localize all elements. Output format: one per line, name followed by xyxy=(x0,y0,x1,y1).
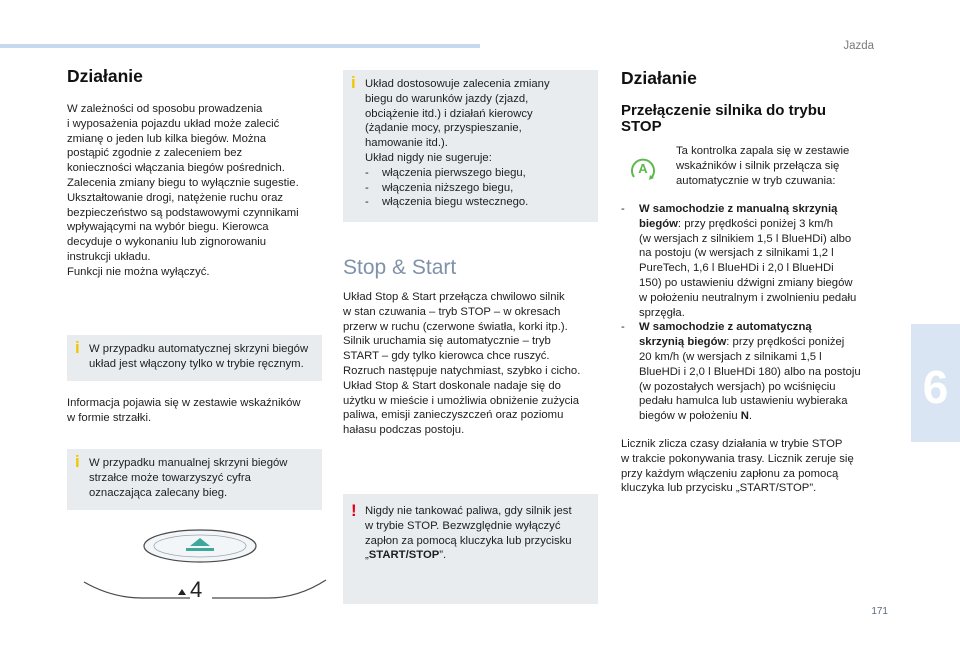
text-line: Ta kontrolka zapala się w zestawie xyxy=(676,145,850,157)
list-item: - włączenia niższego biegu, xyxy=(365,181,592,196)
text-line: START – gdy tylko kierowca chce ruszyć. xyxy=(343,350,550,363)
left-info xyxy=(67,396,332,426)
list-item: - włączenia pierwszego biegu, xyxy=(365,166,592,181)
info-icon: i xyxy=(351,73,356,92)
manual-bold: biegów xyxy=(639,217,678,230)
neutral-position: N xyxy=(740,410,749,423)
text-line: hałasu podczas postoju. xyxy=(343,424,465,437)
text-line: paliwa, emisji zanieczyszczeń oraz poziomu xyxy=(343,409,564,422)
manual-bold: W samochodzie z manualną skrzynią xyxy=(639,203,838,215)
text-line: : przy prędkości poniżej xyxy=(726,336,845,349)
warning-icon: ! xyxy=(351,501,357,520)
auto-bold: skrzynią biegów xyxy=(639,336,727,349)
text-line: W przypadku automatycznej skrzyni biegów xyxy=(89,343,309,355)
info-icon: i xyxy=(75,452,80,471)
text-line: sprzęgła. xyxy=(639,306,685,319)
text-line: użytku w mieście i umożliwia obniżenie zużycia xyxy=(343,394,580,407)
note-box-suggestions xyxy=(343,70,598,222)
stop-start-title: Stop & Start xyxy=(343,256,457,279)
text-line: konieczności włączania biegów pośrednich. xyxy=(67,162,285,175)
text-line: 20 km/h (w wersjach z silnikami 1,5 l xyxy=(639,350,822,363)
chapter-number: 6 xyxy=(922,361,949,413)
left-intro xyxy=(67,102,332,280)
text-line xyxy=(365,548,592,563)
text-line: automatycznie w tryb czuwania: xyxy=(676,174,836,187)
text-line: w położeniu neutralnym i zwolnieniu pedału xyxy=(639,291,857,304)
text-line: w stan czuwania – tryb STOP – w okresach xyxy=(343,305,561,318)
note-box-manual xyxy=(67,449,322,510)
text-line: Licznik zlicza czasy działania w trybie STOP xyxy=(621,438,843,450)
stop-start-body xyxy=(343,290,608,438)
right-subheading xyxy=(621,103,891,135)
note-box-auto xyxy=(67,335,322,381)
text-line: w trakcie pokonywania trasy. Licznik zeruje się xyxy=(621,452,854,465)
text-line: (w wersjach z silnikiem 1,5 l BlueHDi) albo xyxy=(639,232,852,245)
text-line: zmianę o jeden lub kilka biegów. Można xyxy=(67,132,267,145)
text-line: wpływającymi na wybór biegu. Kierowca xyxy=(67,221,269,234)
text-line: Układ dostosowuje zalecenia zmiany xyxy=(365,78,550,90)
text-line: pedału hamulca lub ustawieniu wybieraka xyxy=(639,395,848,408)
text-line: instrukcji układu. xyxy=(67,250,151,263)
text-line: W zależności od sposobu prowadzenia xyxy=(67,103,263,115)
text-line: STOP xyxy=(621,118,662,135)
text-line: decyduje o wykonaniu lub zignorowaniu xyxy=(67,236,267,249)
auto-bold: W samochodzie z automatyczną xyxy=(639,321,812,334)
text-line: Ukształtowanie drogi, natężenie ruchu oraz xyxy=(67,191,284,204)
text-line: Układ Stop & Start doskonale nadaje się do xyxy=(343,379,561,392)
text-line: kluczyka lub przycisku „START/STOP”. xyxy=(621,482,817,495)
text-line: Funkcji nie można wyłączyć. xyxy=(67,265,210,278)
chapter-tab xyxy=(911,324,960,442)
lamp-description xyxy=(676,144,891,188)
text-line: Informacja pojawia się w zestawie wskaźników xyxy=(67,397,301,409)
left-heading: Działanie xyxy=(67,66,143,86)
stop-start-lamp-icon xyxy=(628,153,658,183)
right-column xyxy=(621,68,891,135)
text-line: hamowanie itd.). xyxy=(365,137,448,150)
header-bar xyxy=(0,44,480,48)
section-label: Jazda xyxy=(843,40,874,52)
text-line: Zalecenia zmiany biegu to wyłącznie sugestie. xyxy=(67,176,299,189)
text-line: BlueHDi i 2,0 l BlueHDi 180) albo na postoju xyxy=(639,365,861,378)
text-line: biegów w położeniu xyxy=(639,410,741,423)
text-line: strzałce może towarzyszyć cyfra xyxy=(89,471,251,484)
text-line: przerw w ruchu (czerwone światła, korki itp.). xyxy=(343,320,568,333)
text-line: W przypadku manualnej skrzyni biegów xyxy=(89,457,288,469)
text-line: bezpieczeństwo są podstawowymi czynnikami xyxy=(67,206,299,219)
text-line: układ jest włączony tylko w trybie ręcznym. xyxy=(89,357,304,370)
text-line: (żądanie mocy, przyspieszanie, xyxy=(365,122,522,135)
text-line: Układ nigdy nie sugeruje: xyxy=(365,151,492,164)
text-line: Układ Stop & Start przełącza chwilowo silnik xyxy=(343,291,565,303)
text-line: : przy prędkości poniżej 3 km/h xyxy=(677,217,834,230)
text-line: na postoju (w wersjach z silnikami 1,2 l xyxy=(639,247,834,260)
page-number: 171 xyxy=(871,606,888,617)
text-line: obciążenie itd.) i działań kierowcy xyxy=(365,107,533,120)
text-line: i wyposażenia pojazdu układ może zalecić xyxy=(67,117,280,130)
lamp-letter: A xyxy=(638,161,648,176)
no-suggest-list xyxy=(365,166,592,210)
quote-open: „ xyxy=(365,549,369,562)
quote-close: ”. xyxy=(439,549,447,562)
list-item: - włączenia biegu wstecznego. xyxy=(365,195,592,210)
counter-paragraph xyxy=(621,437,891,496)
text-line: Rozruch następuje natychmiast, szybko i cicho. xyxy=(343,364,581,377)
text-line: . xyxy=(748,410,753,423)
list-item-manual xyxy=(621,202,891,320)
text-line: (w pozostałych wersjach) po wciśnięciu xyxy=(639,380,836,393)
right-heading: Działanie xyxy=(621,68,697,88)
info-icon: i xyxy=(75,338,80,357)
text-line: oznaczająca zalecany bieg. xyxy=(89,486,228,499)
text-line: PureTech, 1,6 l BlueHDi i 2,0 l BlueHDi xyxy=(639,262,834,275)
text-line: przy każdym włączeniu zapłonu za pomocą xyxy=(621,467,839,480)
text-line: postąpić zgodnie z zaleceniem bez xyxy=(67,147,243,160)
mode-list xyxy=(621,202,891,424)
text-line: biegu do warunków jazdy (zjazd, xyxy=(365,92,529,105)
text-line: Silnik uruchamia się automatycznie – tryb xyxy=(343,335,551,348)
text-line: w trybie STOP. Bezwzględnie wyłączyć xyxy=(365,519,561,532)
instrument-cluster-illustration xyxy=(82,520,330,600)
cluster-gear-digit: 4 xyxy=(190,577,203,600)
text-line: wskaźników i silnik przełącza się xyxy=(676,159,840,172)
start-stop-label: START/STOP xyxy=(368,549,440,562)
warning-box-refuel xyxy=(343,494,598,604)
text-line: w formie strzałki. xyxy=(67,411,152,424)
list-item-auto xyxy=(621,320,891,424)
text-line: zapłon za pomocą kluczyka lub przycisku xyxy=(365,534,572,547)
text-line: Przełączenie silnika do trybu xyxy=(621,102,827,119)
left-column xyxy=(67,66,332,280)
text-line: 150) po ustawieniu dźwigni zmiany biegów xyxy=(639,276,853,289)
text-line: Nigdy nie tankować paliwa, gdy silnik jest xyxy=(365,505,572,517)
